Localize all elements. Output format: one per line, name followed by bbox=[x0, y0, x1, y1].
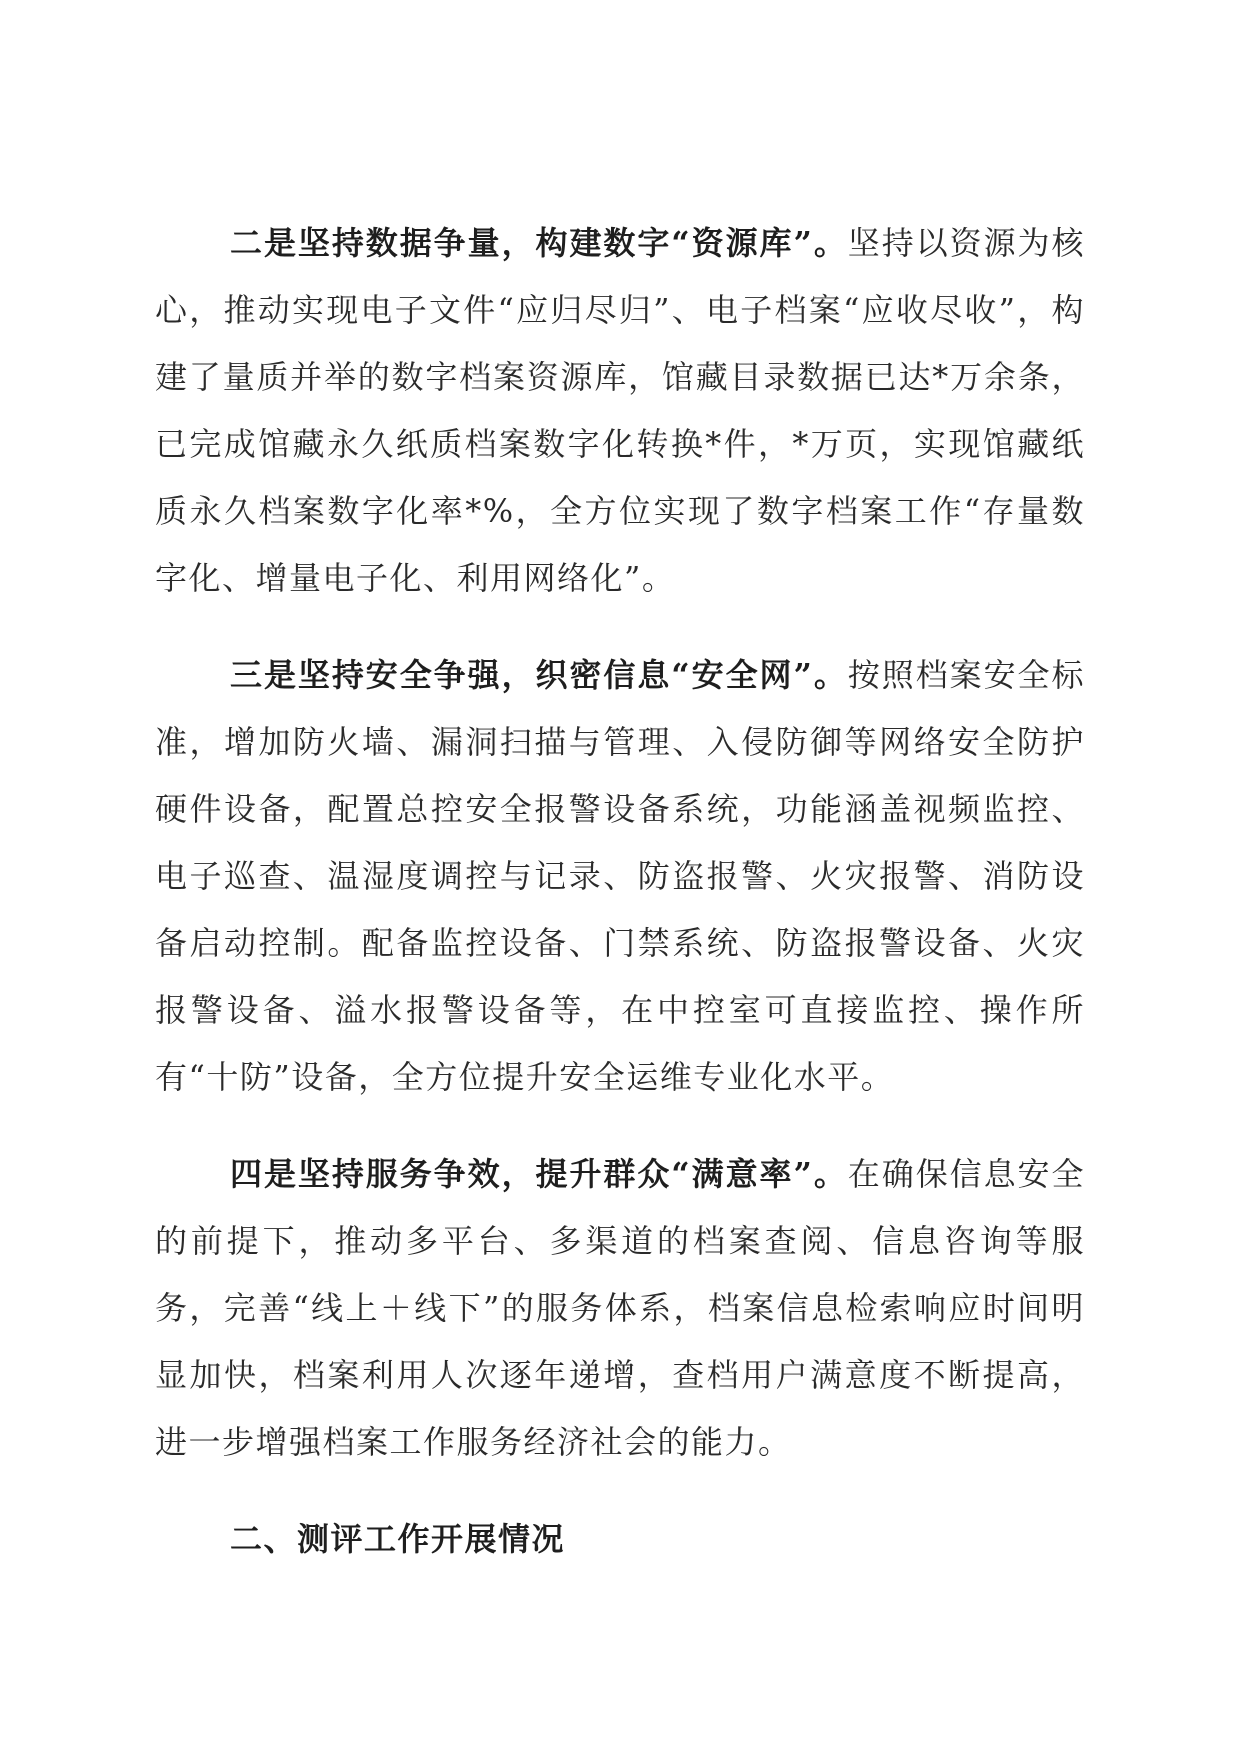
paragraph-lead: 三是坚持安全争强，织密信息“安全网”。 bbox=[230, 656, 848, 694]
section-heading: 二、测评工作开展情况 bbox=[230, 1520, 566, 1558]
document-page bbox=[155, 210, 1085, 1573]
paragraph-lead: 二是坚持数据争量，构建数字“资源库”。 bbox=[230, 224, 848, 262]
paragraph-security bbox=[155, 642, 1085, 1111]
paragraph-body: 在确保信息安全的前提下，推动多平台、多渠道的档案查阅、信息咨询等服务，完善“线上＋线下”的服务体系，档案信息检索响应时间明显加快，档案利用人次逐年递增，查档用户满意度不断提高，进一步增强档案工作服务经济社会的能力。 bbox=[155, 1155, 1085, 1461]
paragraph-lead: 四是坚持服务争效，提升群众“满意率”。 bbox=[230, 1155, 848, 1193]
paragraph-body: 坚持以资源为核心，推动实现电子文件“应归尽归”、电子档案“应收尽收”，构建了量质并举的数字档案资源库，馆藏目录数据已达*万余条，已完成馆藏永久纸质档案数字化转换*件，*万页，实现馆藏纸质永久档案数字化率*%，全方位实现了数字档案工作“存量数字化、增量电子化、利用网络化”。 bbox=[155, 224, 1085, 597]
paragraph-data-resources bbox=[155, 210, 1085, 612]
paragraph-service bbox=[155, 1141, 1085, 1476]
paragraph-body: 按照档案安全标准，增加防火墙、漏洞扫描与管理、入侵防御等网络安全防护硬件设备，配置总控安全报警设备系统，功能涵盖视频监控、电子巡查、温湿度调控与记录、防盗报警、火灾报警、消防设备启动控制。配备监控设备、门禁系统、防盗报警设备、火灾报警设备、溢水报警设备等，在中控室可直接监控、操作所有“十防”设备，全方位提升安全运维专业化水平。 bbox=[155, 656, 1085, 1096]
